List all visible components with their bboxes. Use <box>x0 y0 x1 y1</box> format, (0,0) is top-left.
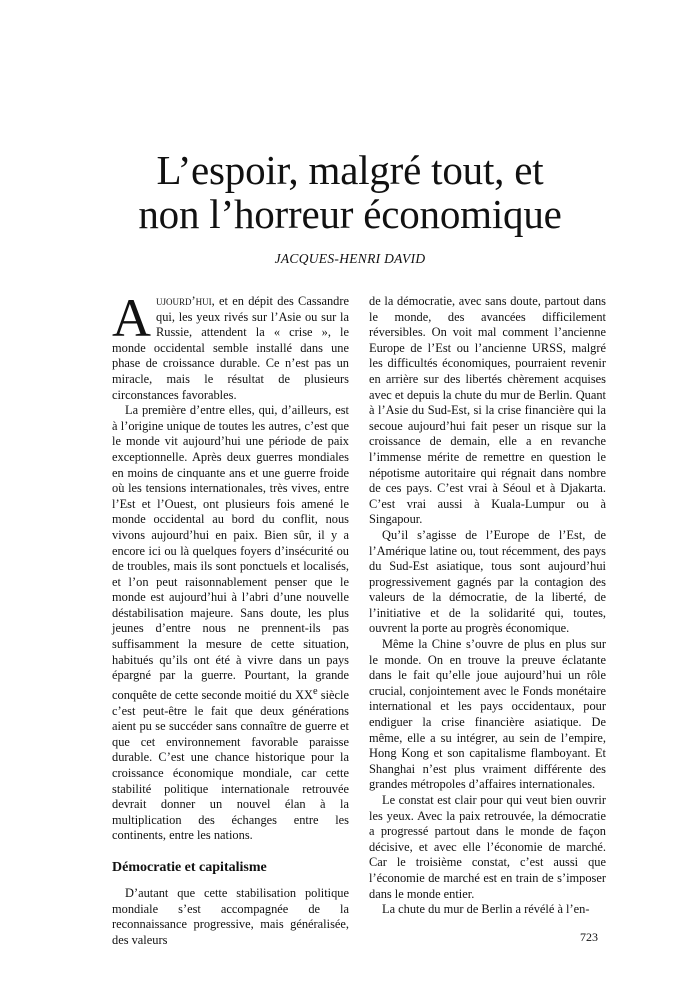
century-superscript: e <box>312 685 318 697</box>
lead-paragraph <box>112 288 349 403</box>
title-line-1: L’espoir, malgré tout, et <box>156 147 544 193</box>
column-right <box>369 294 606 918</box>
paragraph-peace-text: La première d’entre elles, qui, d’ailleurs, est à l’origine unique de toutes les autres, c’est que le monde vit aujourd’hui une période de paix exceptionnelle. Après deux guerres mondiales en moins de cinquante ans et une guerre froide où les tensions internationales, très vives, entre l’Est et l’Ouest, ont plusieurs fois amené le monde occidental au bord du conflit, nous vivons aujourd’hui en paix. Bien sûr, il y a encore ici ou là quelques foyers d’insécurité ou de troubles, mais ils sont ponctuels et localisés, et l’on peut raisonnablement penser que le monde est aujourd’hui à l’abri d’une nouvelle déstabilisation majeure. Sans doute, les plus jeunes d’entre nous ne prennent-ils pas suffisamment la mesure de cette situation, habitués qu’ils ont été à vivre dans un pays épargné par la guerre. Pourtant, la grande conquête de cette seconde moitié du XX <box>112 403 349 702</box>
paragraph-democracy-cont: de la démocratie, avec sans doute, partout dans le monde, des avancées difficilement réversibles. On voit mal comment l’ancienne Europe de l’Est ou l’ancienne URSS, malgré les difficultés économiques, pourraient revenir en arrière sur des libertés chèrement acquises avec et depuis la chute du mur de Berlin. Quant à l’Asie du Sud-Est, si la crise financière qui la secoue aujourd’hui fait peser un risque sur la croissance de demain, elle a en revanche l’immense mérite de remettre en question le népotisme autoritaire qui régnait dans nombre de ces pays. C’est vrai à Séoul et à Djakarta. C’est vrai aussi à Kuala-Lumpur ou à Singapour. <box>369 294 606 527</box>
paragraph-europe: Qu’il s’agisse de l’Europe de l’Est, de l’Amérique latine ou, tout récemment, des pays du Sud-Est asiatique, tous sont aujourd’hui progressivement gagnés par la contagion des valeurs de la démocratie, de la liberté, de l’initiative et de la solidarité qui, toutes, ouvrent la porte au progrès économique. <box>369 527 606 636</box>
lead-text: , et en dépit des Cassandre qui, les yeux rivés sur l’Asie ou sur la Russie, attendent la « crise », le monde occidental semble installé dans une phase de croissance durable. Ce n’est pas un miracle, mais le résultat de plusieurs circonstances favorables. <box>112 294 349 402</box>
page-number: 723 <box>580 930 598 944</box>
paragraph-democracy-start: D’autant que cette stabilisation politique mondiale s’est accompagnée de la reconnaissance progressive, mais généralisée, des valeurs <box>112 885 349 947</box>
author-name: JACQUES-HENRI DAVID <box>274 251 426 266</box>
paragraph-china: Même la Chine s’ouvre de plus en plus sur le monde. On en trouve la preuve éclatante dans le fait qu’elle joue aujourd’hui un rôle crucial, conjointement avec le Fonds monétaire international et les pays occidentaux, pour endiguer la crise financière asiatique. De même, elle a su intégrer, au sein de l’empire, Hong Kong et son capitalisme flamboyant. Et Shanghai n’est plus vraiment différente des grandes métropoles d’affaires internationales. <box>369 637 606 792</box>
paragraph-peace <box>112 403 349 844</box>
title-line-2: non l’horreur économique <box>138 191 562 237</box>
lead-smallcaps: ujourd’hui <box>156 294 212 308</box>
paragraph-berlin: La chute du mur de Berlin a révélé à l’en- <box>382 902 590 917</box>
section-heading: Démocratie et capitalisme <box>112 859 267 875</box>
paragraph-constat: Le constat est clair pour qui veut bien ouvrir les yeux. Avec la paix retrouvée, la démocratie a progressé partout dans le monde de façon décisive, et avec elle l’économie de marché. Car le troisième constat, c’est aussi que l’économie de marché est en train de s’imposer dans le monde entier. <box>369 793 606 901</box>
paragraph-peace-end: siècle c’est peut-être le fait que deux générations aient pu se succéder sans connaître de guerre et que cet environnement favorable paraisse durable. C’est une chance historique pour la croissance économique mondiale, car cette stabilité politique internationale retrouvée devrait donner un nouvel élan à la multiplication des échanges entre les continents, entre les nations. <box>112 687 349 843</box>
column-left <box>112 288 349 948</box>
drop-cap: A <box>112 288 151 348</box>
article-title <box>60 148 640 236</box>
